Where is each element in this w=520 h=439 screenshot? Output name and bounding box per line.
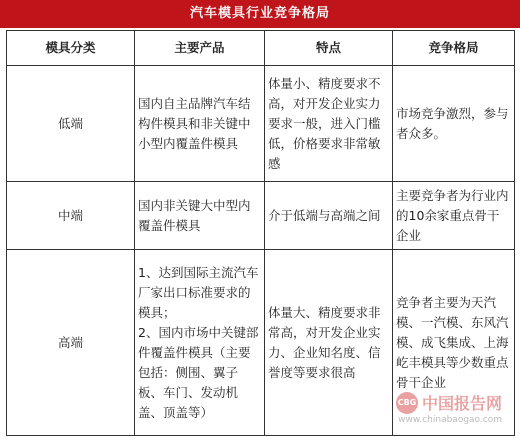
row-high-products: 1、达到国际主流汽车厂家出口标准要求的模具； 2、国内市场中关键部件覆盖件模具（主要包括：侧围、翼子板、车门、发动机盖、顶盖等） bbox=[135, 250, 265, 436]
row-mid-products: 国内非关键大中型内覆盖件模具 bbox=[135, 182, 265, 250]
watermark bbox=[396, 391, 502, 425]
header-category: 模具分类 bbox=[7, 31, 135, 66]
watermark-name: 中国报告网 bbox=[421, 394, 502, 413]
header-products: 主要产品 bbox=[135, 31, 265, 66]
header-competition: 竞争格局 bbox=[393, 31, 515, 66]
row-high-category: 高端 bbox=[7, 250, 135, 436]
watermark-url: www.chinabaogao.com bbox=[398, 415, 502, 425]
row-low-products: 国内自主品牌汽车结构件模具和非关键中小型内覆盖件模具 bbox=[135, 66, 265, 182]
row-mid-competition: 主要竞争者为行业内的10余家重点骨干企业 bbox=[393, 182, 515, 250]
row-mid-category: 中端 bbox=[7, 182, 135, 250]
row-low-competition: 市场竞争激烈，参与者众多。 bbox=[393, 66, 515, 182]
header-features: 特点 bbox=[265, 31, 393, 66]
row-high-features: 体量大、精度要求非常高，对开发企业实力、企业知名度、信誉度等要求很高 bbox=[265, 250, 393, 436]
table-title: 汽车模具行业竞争格局 bbox=[0, 0, 520, 28]
table-row-low bbox=[7, 66, 515, 182]
row-low-features: 体量小、精度要求不高，对开发企业实力要求一般，进入门槛低，价格要求非常敏感 bbox=[265, 66, 393, 182]
table-header-row bbox=[7, 31, 515, 66]
watermark-logo-icon: CBG bbox=[396, 392, 418, 414]
competition-table bbox=[6, 30, 515, 436]
row-low-category: 低端 bbox=[7, 66, 135, 182]
row-mid-features: 介于低端与高端之间 bbox=[265, 182, 393, 250]
row-high-competition: 竞争者主要为天汽模、一汽模、东风汽模、成飞集成、上海屹丰模具等少数重点骨干企业 bbox=[393, 250, 515, 436]
table-row-mid bbox=[7, 182, 515, 250]
